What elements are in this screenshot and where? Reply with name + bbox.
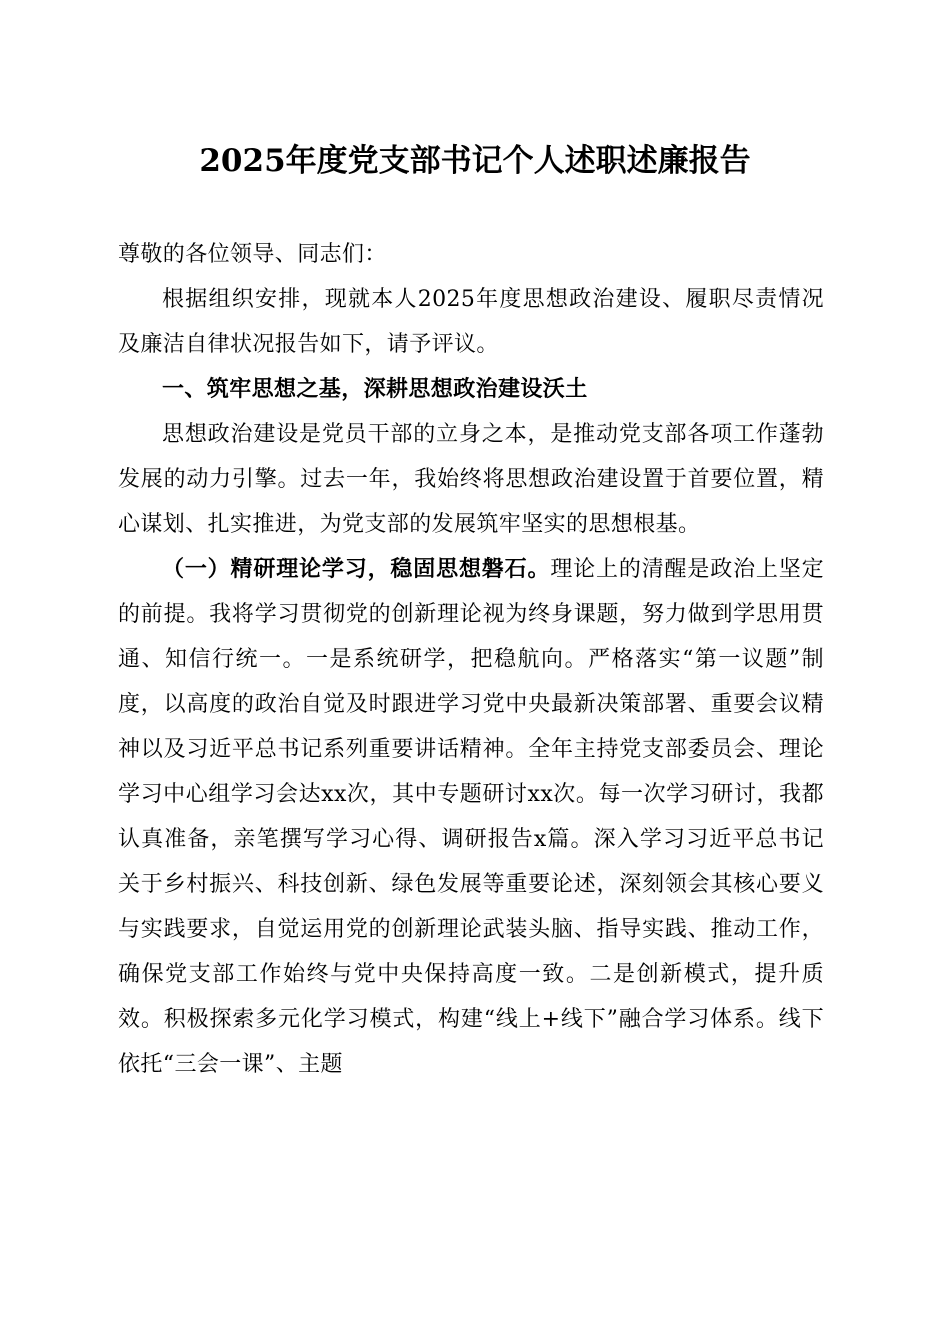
salutation: 尊敬的各位领导、同志们： <box>118 242 387 267</box>
document-title: 2025年度党支部书记个人述职述廉报告 <box>199 143 751 179</box>
section-paragraph: 思想政治建设是党员干部的立身之本，是推动党支部各项工作蓬勃发展的动力引擎。过去一年，我始终将思想政治建设置于首要位置，精心谋划、扎实推进，为党支部的发展筑牢坚实的思想根基。 <box>118 422 824 537</box>
intro-paragraph: 根据组织安排，现就本人2025年度思想政治建设、履职尽责情况及廉洁自律状况报告如下，请予评议。 <box>118 287 824 357</box>
document-body <box>118 232 824 1087</box>
subsection-paragraph <box>118 547 824 1087</box>
subsection-text: 理论上的清醒是政治上坚定的前提。我将学习贯彻党的创新理论视为终身课题，努力做到学思用贯通、知信行统一。一是系统研学，把稳航向。严格落实“第一议题”制度，以高度的政治自觉及时跟进学习党中央最新决策部署、重要会议精神以及习近平总书记系列重要讲话精神。全年主持党支部委员会、理论学习中心组学习会达xx次，其中专题研讨xx次。每一次学习研讨，我都认真准备，亲笔撰写学习心得、调研报告x篇。深入学习习近平总书记关于乡村振兴、科技创新、绿色发展等重要论述，深刻领会其核心要义与实践要求，自觉运用党的创新理论武装头脑、指导实践、推动工作，确保党支部工作始终与党中央保持高度一致。二是创新模式，提升质效。积极探索多元化学习模式，构建“线上+线下”融合学习体系。线下依托“三会一课”、主题 <box>118 557 824 1077</box>
subsection-heading: （一）精研理论学习，稳固思想磐石。 <box>162 556 551 582</box>
section-heading: 一、筑牢思想之基，深耕思想政治建设沃土 <box>162 377 588 402</box>
